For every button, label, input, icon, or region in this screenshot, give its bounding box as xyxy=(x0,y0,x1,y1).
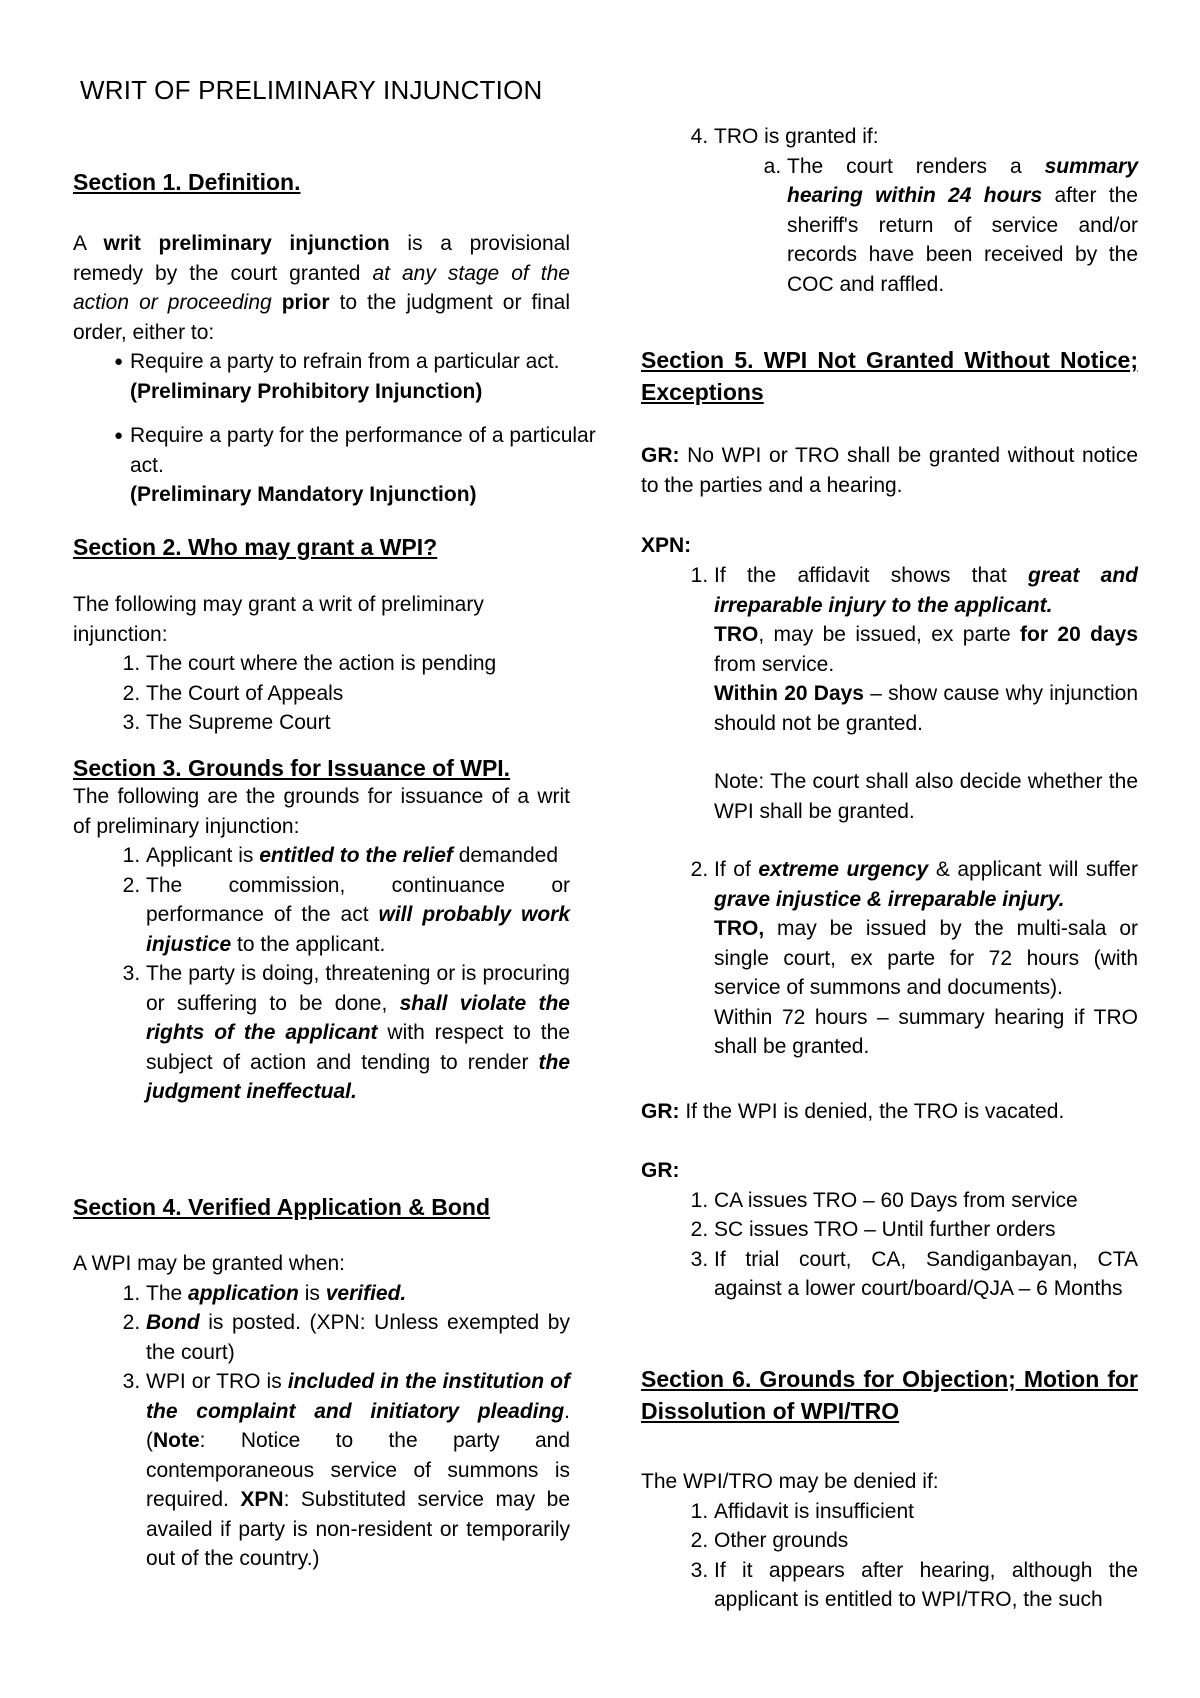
section-4-list-continued xyxy=(641,122,1138,299)
section-5-note: Note: The court shall also decide whether the WPI shall be granted. xyxy=(714,770,1138,823)
section-2-heading: Section 2. Who may grant a WPI? xyxy=(73,534,438,560)
section-1-heading: Section 1. Definition. xyxy=(73,169,301,195)
section-6-list xyxy=(641,1497,1138,1615)
list-item: a. The court renders a summary hearing within 24 hours after the sheriff's return of service and/or records have been received by the COC and raffled. xyxy=(787,152,1138,300)
list-item: 3. The Supreme Court xyxy=(146,708,570,738)
list-item: ● Require a party to refrain from a particular act. (Preliminary Prohibitory Injunction) xyxy=(130,347,627,406)
list-item: 2. Bond is posted. (XPN: Unless exempted by the court) xyxy=(146,1308,570,1367)
list-item: 4. TRO is granted if: a. The court renders a summary hearing within 24 hours after the sheriff's return of service and/or records have been received by the COC and raffled. xyxy=(714,122,1138,299)
section-6-body xyxy=(641,1467,1138,1615)
list-item: 1. CA issues TRO – 60 Days from service xyxy=(714,1186,1138,1216)
list-item: ● Require a party for the performance of a particular act. (Preliminary Mandatory Injunction) xyxy=(130,421,627,510)
definition-bullet-list xyxy=(73,347,627,510)
section-6-heading: Section 6. Grounds for Objection; Motion for Dissolution of WPI/TRO xyxy=(641,1366,1138,1424)
list-item: 2. The Court of Appeals xyxy=(146,679,570,709)
section-5-general-rule: GR: No WPI or TRO shall be granted without notice to the parties and a hearing. xyxy=(641,444,1138,497)
list-item: 2. The commission, continuance or performance of the act will probably work injustice to the applicant. xyxy=(146,871,570,960)
list-item: 1. The court where the action is pending xyxy=(146,649,570,679)
section-5-exceptions xyxy=(641,561,1138,1062)
list-item: 1. The application is verified. xyxy=(146,1279,570,1309)
section-4-sublist xyxy=(714,152,1138,300)
section-4-body xyxy=(73,1249,570,1574)
section-2-intro: The following may grant a writ of preliminary injunction: xyxy=(73,593,484,646)
section-3-body xyxy=(73,782,570,1107)
section-6-intro: The WPI/TRO may be denied if: xyxy=(641,1470,939,1493)
section-5-gr-vacated: GR: If the WPI is denied, the TRO is vacated. xyxy=(641,1100,1065,1123)
section-1-definition: A writ preliminary injunction is a provisional remedy by the court granted at any stage of the action or proceeding prior to the judgment or final order, either to: xyxy=(73,232,571,344)
list-item: 1. Affidavit is insufficient xyxy=(714,1497,1138,1527)
list-item: 3. WPI or TRO is included in the institution of the complaint and initiatory pleading. (Note: Notice to the party and contemporaneous service of summons is required. XPN: Substituted service may be availed if party is non-resident or temporarily out of the country.) xyxy=(146,1367,570,1574)
list-item: 3. If it appears after hearing, although the applicant is entitled to WPI/TRO, the such xyxy=(714,1556,1138,1615)
list-item: 2. Other grounds xyxy=(714,1526,1138,1556)
section-5-xpn-label: XPN: xyxy=(641,534,692,557)
section-5-heading: Section 5. WPI Not Granted Without Notice; Exceptions xyxy=(641,347,1138,405)
document-title: WRIT OF PRELIMINARY INJUNCTION xyxy=(80,75,543,105)
section-3-heading: Section 3. Grounds for Issuance of WPI. xyxy=(73,755,511,781)
list-item: 2. SC issues TRO – Until further orders xyxy=(714,1215,1138,1245)
list-item: 1. If the affidavit shows that great and irreparable injury to the applicant. TRO, may be issued, ex parte for 20 days from service. Within 20 Days – show cause why injunction should not be granted. Note: The court shall also decide whether the WPI shall be granted. xyxy=(714,561,1138,826)
section-3-intro: The following are the grounds for issuance of a writ of preliminary injunction: xyxy=(73,785,570,838)
section-5-duration-list xyxy=(641,1186,1138,1304)
section-2-body xyxy=(73,590,570,738)
section-4-heading: Section 4. Verified Application & Bond xyxy=(73,1194,491,1220)
section-3-list xyxy=(73,841,570,1107)
list-item: 3. The party is doing, threatening or is procuring or suffering to be done, shall violate the rights of the applicant with respect to the subject of action and tending to render the judgment ineffectual. xyxy=(146,959,570,1107)
list-item: 2. If of extreme urgency & applicant will suffer grave injustice & irreparable injury. TRO, may be issued by the multi-sala or single court, ex parte for 72 hours (with service of summons and documents). Within 72 hours – summary hearing if TRO shall be granted. xyxy=(714,855,1138,1062)
list-item: 1. Applicant is entitled to the relief demanded xyxy=(146,841,570,871)
section-5-exception-list xyxy=(641,561,1138,1062)
section-4-list xyxy=(73,1279,570,1574)
list-item: 3. If trial court, CA, Sandiganbayan, CTA against a lower court/board/QJA – 6 Months xyxy=(714,1245,1138,1304)
section-4-continued xyxy=(641,122,1138,299)
section-2-list xyxy=(73,649,570,738)
section-4-intro: A WPI may be granted when: xyxy=(73,1252,345,1275)
section-5-gr-durations: GR: 1. CA issues TRO – 60 Days from service 2. SC issues TRO – Until further orders 3. If trial court, CA, Sandiganbayan, CTA against a lower court/board/QJA – 6 Months xyxy=(641,1156,1138,1304)
